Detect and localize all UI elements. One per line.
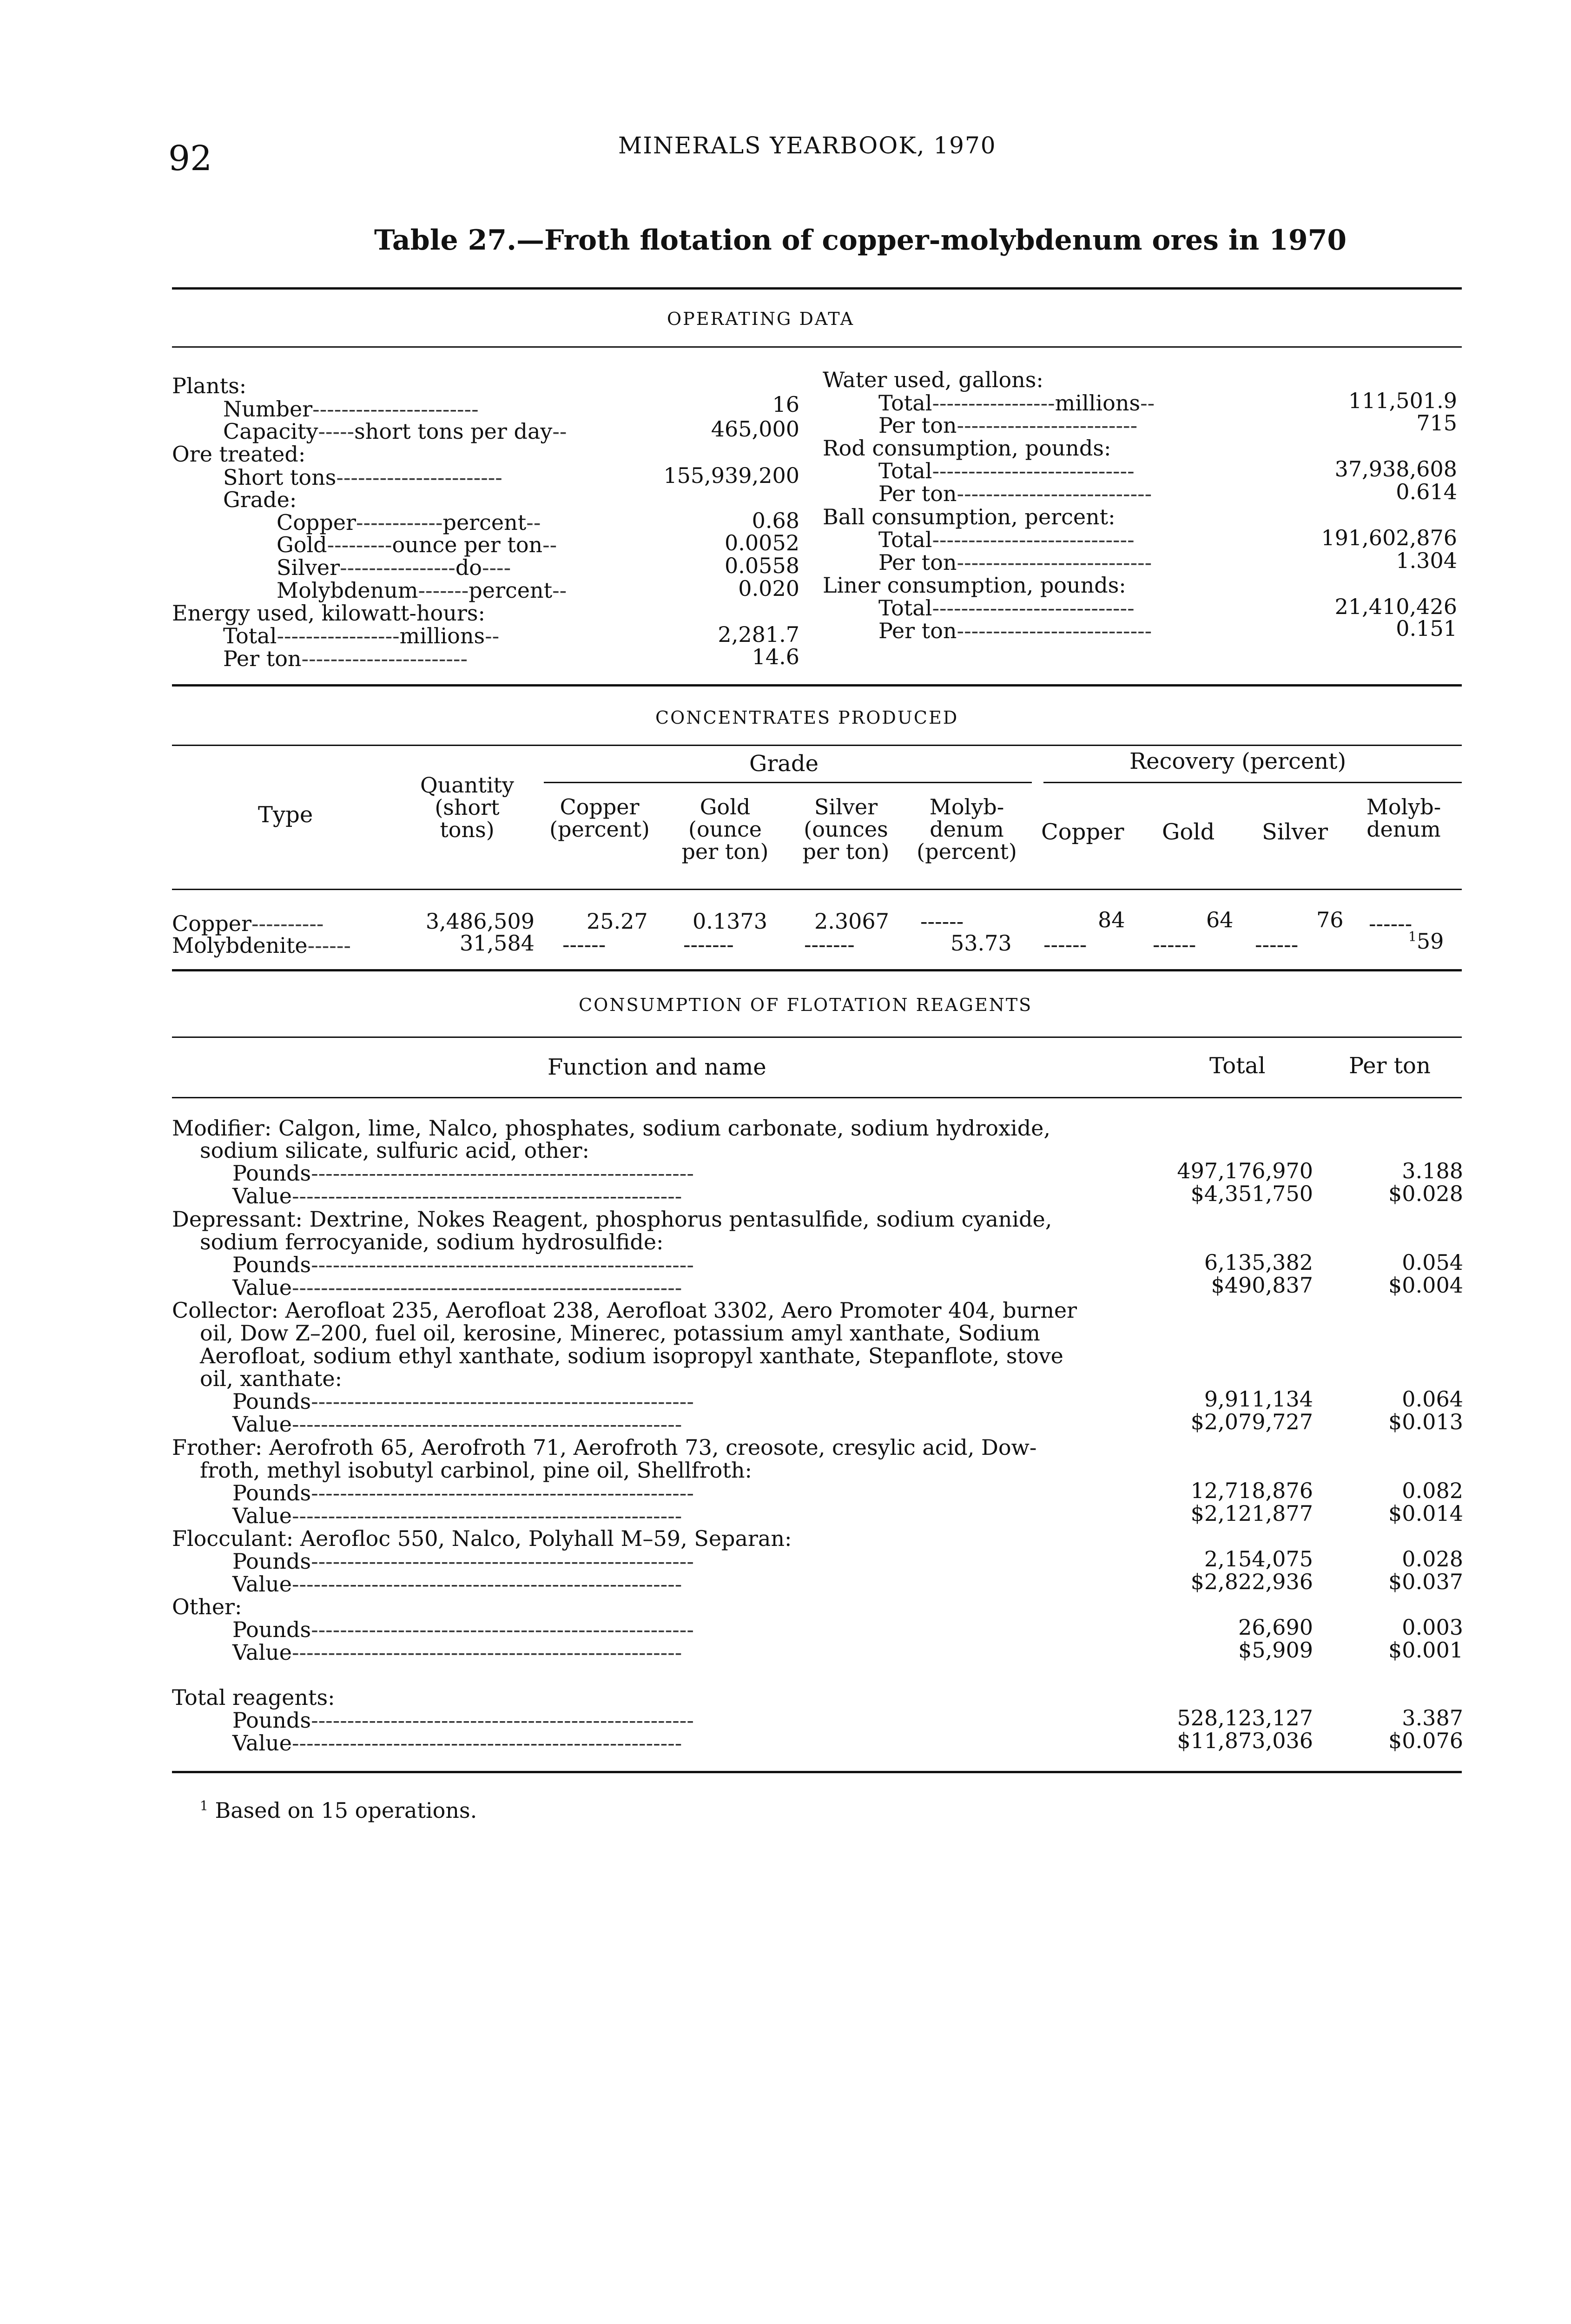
group-line: sodium silicate, sulfuric acid, other: bbox=[200, 1138, 589, 1163]
group-line: Collector: Aerofloat 235, Aerofloat 238, Aerofloat 3302, Aero Promoter 404, burner bbox=[172, 1298, 1077, 1323]
pounds-total: 6,135,382 bbox=[1204, 1250, 1313, 1275]
capacity-label: Capacity-----short tons per day-- bbox=[223, 419, 567, 444]
row-rec-gold: 64 bbox=[1206, 907, 1234, 932]
value-total: $2,079,727 bbox=[1190, 1409, 1313, 1434]
water-label: Water used, gallons: bbox=[823, 367, 1043, 392]
rec-copper-header: Copper bbox=[1041, 819, 1124, 845]
row-rec-molyb: ------ bbox=[1369, 911, 1413, 936]
running-head: MINERALS YEARBOOK, 1970 bbox=[618, 132, 997, 159]
value-label: Value------------------------------------------------------ bbox=[232, 1412, 682, 1437]
footnote bbox=[200, 1798, 477, 1823]
footnote-mark: 1 bbox=[200, 1798, 208, 1814]
ball-total-label: Total---------------------------- bbox=[878, 527, 1135, 552]
liner-label: Liner consumption, pounds: bbox=[823, 573, 1126, 598]
row-rec-copper: ------ bbox=[1043, 932, 1087, 957]
group-line: Other: bbox=[172, 1594, 242, 1619]
value-total: $490,837 bbox=[1211, 1273, 1313, 1298]
group-line: froth, methyl isobutyl carbinol, pine oil, Shellfroth: bbox=[200, 1458, 752, 1483]
row-rec-silver: ------ bbox=[1255, 932, 1299, 957]
grade-group-header: Grade bbox=[749, 751, 819, 777]
group-line: oil, xanthate: bbox=[200, 1366, 343, 1391]
rod-per-ton-value: 0.614 bbox=[1396, 479, 1457, 504]
gold-header: Gold (ounce per ton) bbox=[681, 794, 769, 864]
short-tons-label: Short tons----------------------- bbox=[223, 465, 502, 490]
pounds-label: Pounds----------------------------------------------------- bbox=[232, 1389, 694, 1414]
value-per-ton: $0.013 bbox=[1388, 1409, 1463, 1434]
group-line: oil, Dow Z–200, fuel oil, kerosine, Minerec, potassium amyl xanthate, Sodium bbox=[200, 1320, 1040, 1346]
rule-reagents-sub bbox=[172, 1037, 1462, 1038]
molybdenum-grade-value: 0.020 bbox=[738, 576, 799, 601]
rule-recovery-span bbox=[1043, 782, 1462, 783]
value-total: $4,351,750 bbox=[1190, 1181, 1313, 1206]
capacity-value: 465,000 bbox=[711, 416, 799, 442]
group-line: Modifier: Calgon, lime, Nalco, phosphates, sodium carbonate, sodium hydroxide, bbox=[172, 1116, 1050, 1141]
water-total-value: 111,501.9 bbox=[1348, 388, 1457, 413]
value-label: Value------------------------------------------------------ bbox=[232, 1275, 682, 1300]
recovery-group-header: Recovery (percent) bbox=[1129, 748, 1347, 774]
pounds-total: 2,154,075 bbox=[1204, 1546, 1313, 1571]
value-per-ton: $0.028 bbox=[1388, 1181, 1463, 1206]
silver-grade-label: Silver----------------do---- bbox=[277, 555, 511, 580]
energy-total-value: 2,281.7 bbox=[718, 622, 799, 647]
liner-per-ton-value: 0.151 bbox=[1396, 616, 1457, 641]
rod-per-ton-label: Per ton--------------------------- bbox=[878, 481, 1152, 506]
quantity-header: Quantity (short tons) bbox=[420, 772, 515, 842]
row-rec-molyb: $^1$59 bbox=[1408, 929, 1444, 954]
gold-grade-value: 0.0052 bbox=[725, 530, 799, 555]
pounds-total: 497,176,970 bbox=[1177, 1158, 1313, 1183]
footnote-ref: 1 bbox=[1408, 929, 1417, 944]
function-header: Function and name bbox=[548, 1054, 766, 1080]
pounds-total: 26,690 bbox=[1238, 1615, 1313, 1640]
pounds-total: 528,123,127 bbox=[1177, 1705, 1313, 1730]
operating-heading: OPERATING DATA bbox=[667, 309, 855, 329]
pounds-total: 12,718,876 bbox=[1190, 1478, 1313, 1503]
ball-total-value: 191,602,876 bbox=[1321, 525, 1457, 550]
rec-silver-header: Silver bbox=[1262, 819, 1328, 845]
rule-concentrates-header-bottom bbox=[172, 889, 1462, 890]
rule-reagents-top bbox=[172, 969, 1462, 971]
pounds-per-ton: 0.054 bbox=[1402, 1250, 1463, 1275]
row-molyb: 53.73 bbox=[951, 931, 1012, 956]
rod-total-value: 37,938,608 bbox=[1334, 456, 1457, 482]
total-header: Total bbox=[1209, 1053, 1266, 1079]
number-label: Number----------------------- bbox=[223, 396, 479, 422]
group-line: Total reagents: bbox=[172, 1685, 335, 1710]
water-per-ton-value: 715 bbox=[1416, 410, 1457, 436]
plants-label: Plants: bbox=[172, 373, 247, 398]
rule-operating bbox=[172, 346, 1462, 348]
concentrates-heading: CONCENTRATES PRODUCED bbox=[655, 707, 959, 728]
per-ton-header: Per ton bbox=[1349, 1053, 1431, 1079]
value-label: Value------------------------------------------------------ bbox=[232, 1640, 682, 1665]
value-per-ton: $0.004 bbox=[1388, 1273, 1463, 1298]
group-line: Depressant: Dextrine, Nokes Reagent, phosphorus pentasulfide, sodium cyanide, bbox=[172, 1207, 1052, 1232]
row-silver: 2.3067 bbox=[814, 909, 889, 934]
pounds-total: 9,911,134 bbox=[1204, 1386, 1313, 1412]
row-rec-silver: 76 bbox=[1316, 907, 1344, 932]
pounds-per-ton: 0.082 bbox=[1402, 1478, 1463, 1503]
silver-grade-value: 0.0558 bbox=[725, 553, 799, 578]
group-line: sodium ferrocyanide, sodium hydrosulfide: bbox=[200, 1229, 664, 1254]
molyb-pct-header: Molyb-denum (percent) bbox=[917, 794, 1017, 864]
rod-label: Rod consumption, pounds: bbox=[823, 436, 1111, 461]
value-total: $2,822,936 bbox=[1190, 1569, 1313, 1594]
value-label: Value------------------------------------------------------ bbox=[232, 1571, 682, 1597]
gold-grade-label: Gold---------ounce per ton-- bbox=[277, 532, 557, 557]
value-label: Value------------------------------------------------------ bbox=[232, 1730, 682, 1756]
row-copper: ------ bbox=[562, 932, 606, 957]
row-gold: ------- bbox=[683, 932, 734, 957]
ore-treated-label: Ore treated: bbox=[172, 442, 306, 467]
value-total: $2,121,877 bbox=[1190, 1501, 1313, 1526]
pounds-label: Pounds----------------------------------------------------- bbox=[232, 1708, 694, 1733]
molybdenum-grade-label: Molybdenum-------percent-- bbox=[277, 578, 567, 603]
value-label: Value------------------------------------------------------ bbox=[232, 1503, 682, 1528]
ball-per-ton-value: 1.304 bbox=[1396, 548, 1457, 573]
value-per-ton: $0.014 bbox=[1388, 1501, 1463, 1526]
pounds-label: Pounds----------------------------------------------------- bbox=[232, 1252, 694, 1277]
rule-concentrates-sub bbox=[172, 745, 1462, 746]
pounds-per-ton: 0.028 bbox=[1402, 1546, 1463, 1571]
page-number: 92 bbox=[168, 139, 212, 178]
row-type: Molybdenite------ bbox=[172, 933, 351, 958]
row-quantity: 31,584 bbox=[460, 931, 535, 956]
short-tons-value: 155,939,200 bbox=[663, 463, 799, 488]
rule-grade-span bbox=[544, 782, 1032, 783]
row-type: Copper---------- bbox=[172, 911, 324, 936]
row-rec-gold: ------ bbox=[1153, 932, 1196, 957]
copper-grade-label: Copper------------percent-- bbox=[277, 510, 541, 535]
rule-reagents-header-bottom bbox=[172, 1097, 1462, 1098]
pounds-label: Pounds----------------------------------------------------- bbox=[232, 1617, 694, 1642]
row-rec-copper: 84 bbox=[1098, 907, 1125, 932]
type-header: Type bbox=[258, 802, 313, 828]
value-per-ton: $0.076 bbox=[1388, 1728, 1463, 1753]
copper-pct-header: Copper (percent) bbox=[549, 794, 650, 842]
value-per-ton: $0.037 bbox=[1388, 1569, 1463, 1594]
rule-concentrates-top bbox=[172, 684, 1462, 687]
pounds-per-ton: 0.003 bbox=[1402, 1615, 1463, 1640]
rec-gold-header: Gold bbox=[1162, 819, 1215, 845]
row-gold: 0.1373 bbox=[693, 909, 767, 934]
row-silver: ------- bbox=[804, 932, 855, 957]
ball-per-ton-label: Per ton--------------------------- bbox=[878, 550, 1152, 575]
liner-total-value: 21,410,426 bbox=[1334, 594, 1457, 619]
energy-label: Energy used, kilowatt-hours: bbox=[172, 601, 485, 626]
silver-header: Silver (ounces per ton) bbox=[802, 794, 890, 864]
pounds-per-ton: 0.064 bbox=[1402, 1386, 1463, 1412]
group-line: Aerofloat, sodium ethyl xanthate, sodium isopropyl xanthate, Stepanflote, stove bbox=[200, 1343, 1063, 1368]
reagents-heading: CONSUMPTION OF FLOTATION REAGENTS bbox=[579, 995, 1033, 1015]
pounds-per-ton: 3.188 bbox=[1402, 1158, 1463, 1183]
row-copper: 25.27 bbox=[587, 909, 648, 934]
row-quantity: 3,486,509 bbox=[425, 909, 535, 934]
pounds-label: Pounds----------------------------------------------------- bbox=[232, 1161, 694, 1186]
energy-per-ton-label: Per ton----------------------- bbox=[223, 646, 468, 671]
ball-label: Ball consumption, percent: bbox=[823, 504, 1116, 529]
number-value: 16 bbox=[772, 392, 799, 417]
energy-total-label: Total-----------------millions-- bbox=[223, 623, 500, 648]
rec-molyb-header: Molyb-denum bbox=[1366, 794, 1441, 842]
liner-total-label: Total---------------------------- bbox=[878, 595, 1135, 621]
liner-per-ton-label: Per ton--------------------------- bbox=[878, 618, 1152, 643]
pounds-per-ton: 3.387 bbox=[1402, 1705, 1463, 1730]
water-total-label: Total-----------------millions-- bbox=[878, 390, 1155, 416]
value-total: $5,909 bbox=[1238, 1637, 1313, 1663]
table-title: Table 27.—Froth flotation of copper-molybdenum ores in 1970 bbox=[374, 224, 1347, 257]
pounds-label: Pounds----------------------------------------------------- bbox=[232, 1549, 694, 1574]
row-molyb: ------ bbox=[920, 909, 964, 934]
grade-label: Grade: bbox=[223, 487, 297, 512]
value-per-ton: $0.001 bbox=[1388, 1637, 1463, 1663]
rod-total-label: Total---------------------------- bbox=[878, 458, 1135, 483]
group-line: Frother: Aerofroth 65, Aerofroth 71, Aerofroth 73, creosote, cresylic acid, Dow- bbox=[172, 1435, 1037, 1460]
group-line: Flocculant: Aerofloc 550, Nalco, Polyhall M–59, Separan: bbox=[172, 1526, 792, 1551]
copper-grade-value: 0.68 bbox=[752, 508, 799, 533]
value-total: $11,873,036 bbox=[1177, 1728, 1313, 1753]
pounds-label: Pounds----------------------------------------------------- bbox=[232, 1480, 694, 1505]
water-per-ton-label: Per ton------------------------- bbox=[878, 413, 1138, 438]
footnote-text: Based on 15 operations. bbox=[215, 1798, 477, 1823]
rule-top bbox=[172, 287, 1462, 290]
value-label: Value------------------------------------------------------ bbox=[232, 1183, 682, 1208]
energy-per-ton-value: 14.6 bbox=[752, 644, 799, 669]
rule-bottom bbox=[172, 1771, 1462, 1773]
